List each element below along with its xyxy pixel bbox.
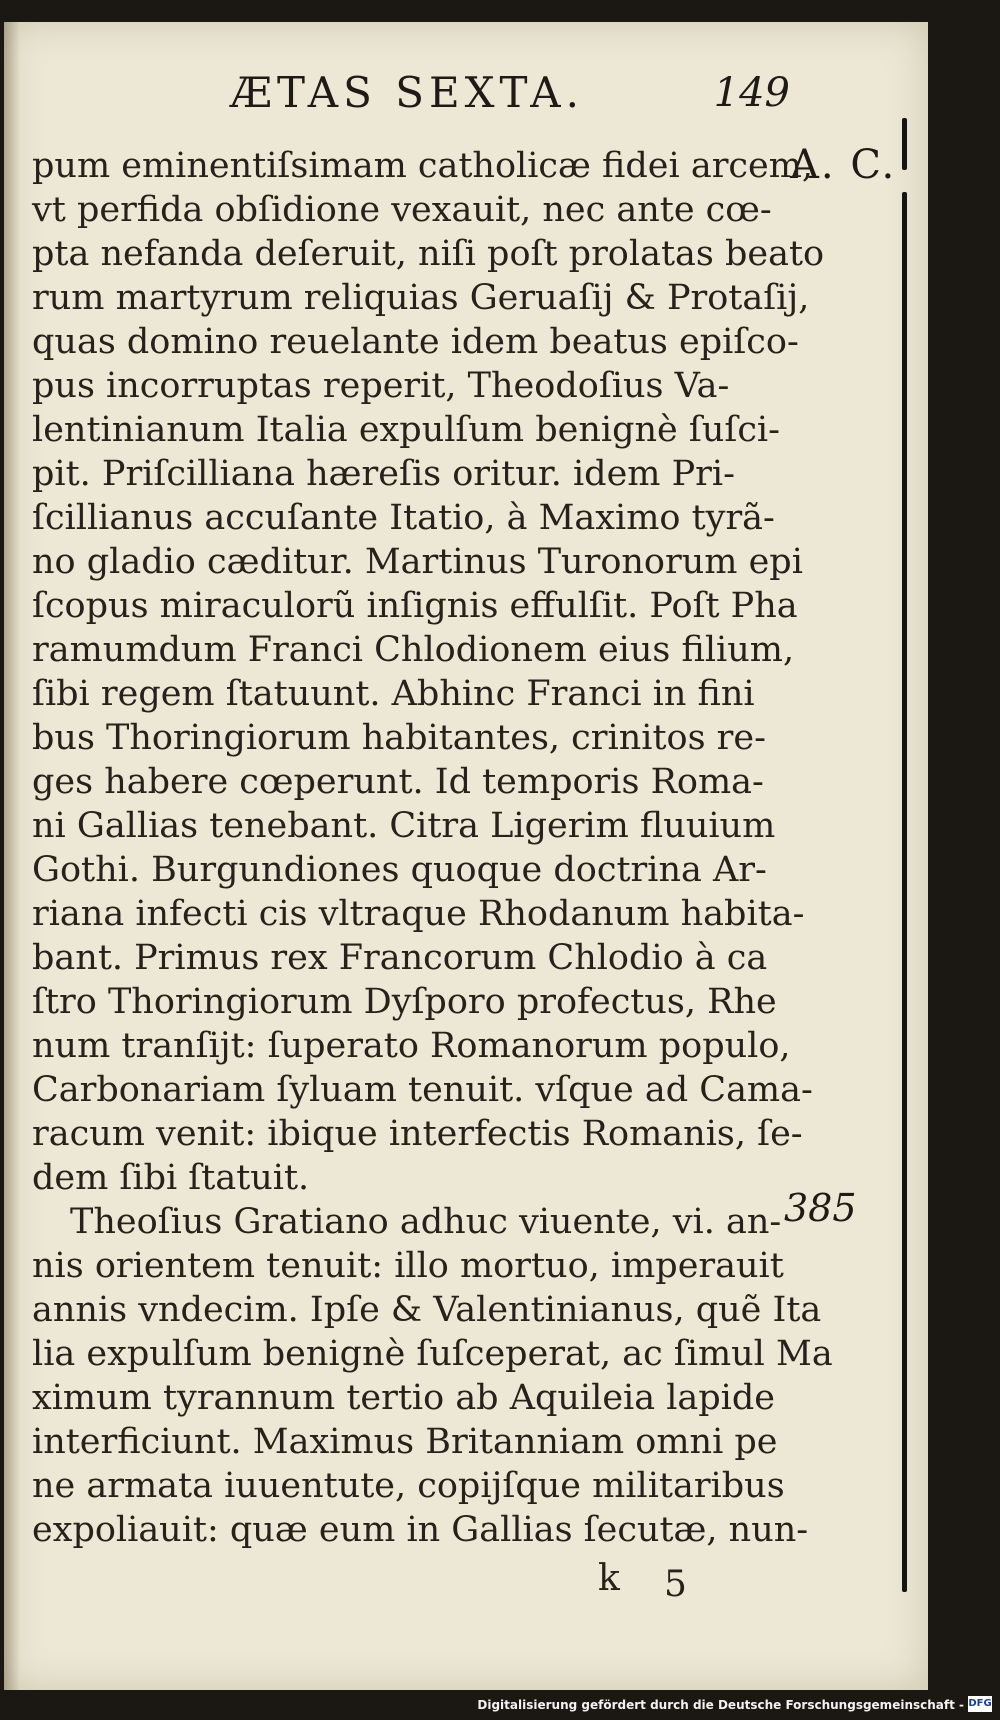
text-line: pit. Priſcilliana hæreſis oritur. idem Pri- xyxy=(32,454,735,494)
text-line: ramumdum Franci Chlodionem eius filium, xyxy=(32,630,795,670)
text-line: pus incorruptas reperit, Theodoſius Va- xyxy=(32,366,730,406)
text-line: bant. Primus rex Francorum Chlodio à ca xyxy=(32,938,768,978)
page-number: 149 xyxy=(713,70,790,116)
margin-rule xyxy=(902,192,907,1592)
text-line: bus Thoringiorum habitantes, crinitos re- xyxy=(32,718,766,758)
text-line: lentinianum Italia expulſum benignè ſuſci- xyxy=(32,410,780,450)
page-gutter-shadow xyxy=(4,22,20,1690)
paragraph-first-line: Theoſius Gratiano adhuc viuente, vi. an- xyxy=(70,1202,782,1242)
text-line: expoliauit: quæ eum in Gallias ſecutæ, nun- xyxy=(32,1510,809,1550)
text-line: ſtro Thoringiorum Dyſporo profectus, Rhe xyxy=(32,982,777,1022)
text-line: pta nefanda deſeruit, niſi poſt prolatas beato xyxy=(32,234,825,274)
text-line: no gladio cæditur. Martinus Turonorum epi xyxy=(32,542,803,582)
funding-credit: Digitalisierung gefördert durch die Deutsche Forschungsgemeinschaft - xyxy=(477,1698,964,1712)
footer-bar xyxy=(0,1692,1000,1720)
text-line: riana infecti cis vltraque Rhodanum habita- xyxy=(32,894,805,934)
text-line: num tranſijt: ſuperato Romanorum populo, xyxy=(32,1026,791,1066)
text-line: racum venit: ibique interfectis Romanis, ſe- xyxy=(32,1114,803,1154)
text-line: vt perfida obſidione vexauit, nec ante cœ- xyxy=(32,190,772,230)
text-line: dem ſibi ſtatuit. xyxy=(32,1158,310,1198)
margin-rule-top xyxy=(902,118,907,170)
margin-note-year: 385 xyxy=(784,1186,857,1230)
text-line: Carbonariam ſyluam tenuit. vſque ad Cama- xyxy=(32,1070,813,1110)
text-line: ni Gallias tenebant. Citra Ligerim fluuium xyxy=(32,806,776,846)
page-header xyxy=(230,68,790,128)
text-line: ſibi regem ſtatuunt. Abhinc Franci in fini xyxy=(32,674,755,714)
text-line: Gothi. Burgundiones quoque doctrina Ar- xyxy=(32,850,767,890)
dfg-logo: DFG xyxy=(968,1696,992,1712)
text-line: ſcillianus accuſante Itatio, à Maximo tyrã- xyxy=(32,498,775,538)
text-line: ne armata iuuentute, copijſque militaribus xyxy=(32,1466,785,1506)
text-line: ſcopus miraculorũ inſignis effulſit. Poſt Pha xyxy=(32,586,798,626)
text-line: pum eminentiſsimam catholicæ fidei arcem, xyxy=(32,146,814,186)
catchword: 5 xyxy=(664,1564,687,1605)
running-title: ÆTAS SEXTA. xyxy=(230,68,584,117)
text-line: ges habere cœperunt. Id temporis Roma- xyxy=(32,762,764,802)
text-line: nis orientem tenuit: illo mortuo, imperauit xyxy=(32,1246,784,1286)
text-line: rum martyrum reliquias Geruaſij & Protaſij, xyxy=(32,278,810,318)
text-line: ximum tyrannum tertio ab Aquileia lapide xyxy=(32,1378,775,1418)
margin-note-anno-christi: A. C. xyxy=(790,142,897,188)
signature-mark: k xyxy=(598,1558,620,1599)
text-line: annis vndecim. Ipſe & Valentinianus, quẽ Ita xyxy=(32,1290,822,1330)
text-line: quas domino reuelante idem beatus epiſco- xyxy=(32,322,799,362)
text-line: interficiunt. Maximus Britanniam omni pe xyxy=(32,1422,778,1462)
text-line: lia expulſum benignè ſuſceperat, ac ſimul Ma xyxy=(32,1334,833,1374)
